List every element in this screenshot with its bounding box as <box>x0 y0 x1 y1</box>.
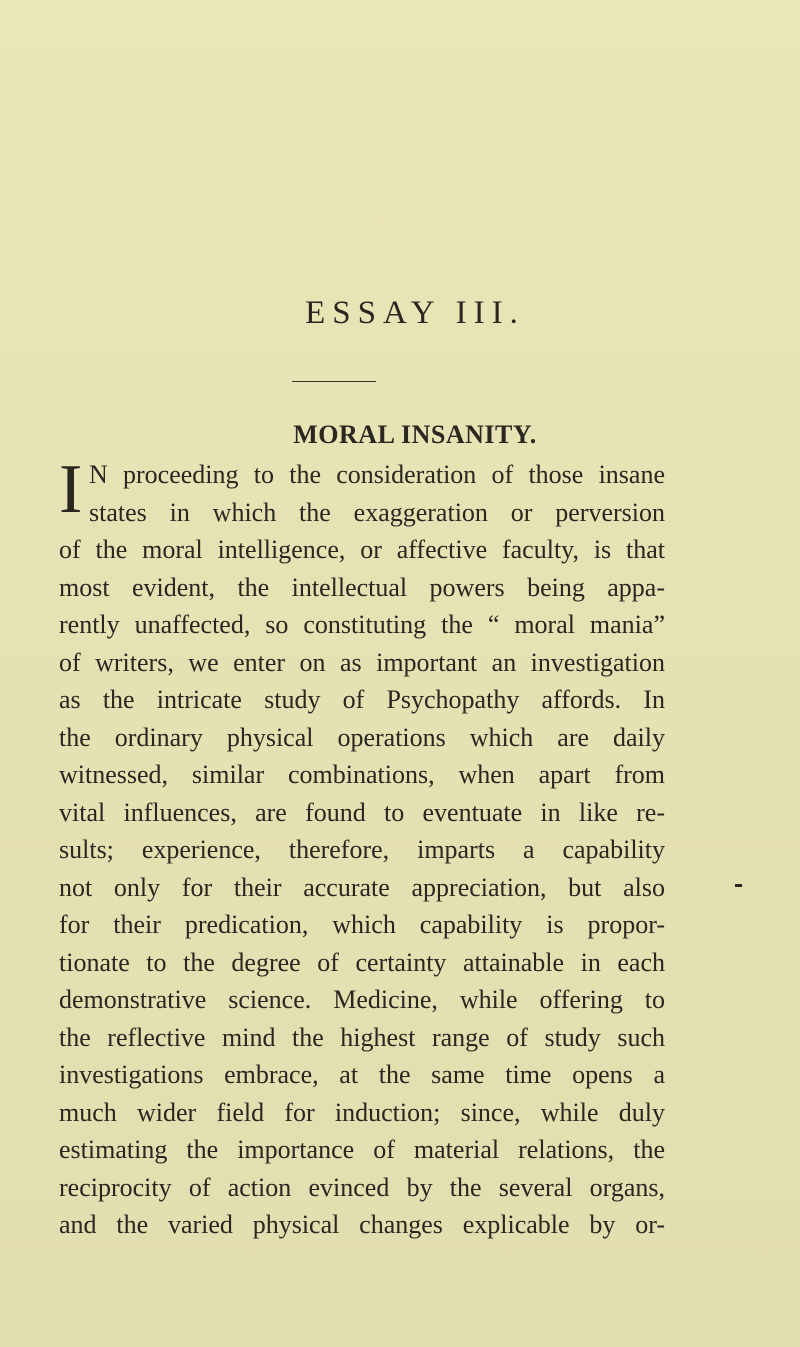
body-paragraph <box>59 451 665 1244</box>
text-line-10: vital influences, are found to eventuate in like re- <box>59 797 665 827</box>
text-line-16: the reflective mind the highest range of study such <box>59 1022 665 1052</box>
text-line-14: tionate to the degree of certainty attainable in each <box>59 947 665 977</box>
drop-cap: I <box>59 451 83 528</box>
text-line-6: of writers, we enter on as important an investigation <box>59 647 665 677</box>
text-line-12: not only for their accurate appreciation, but also <box>59 872 665 902</box>
text-line-9: witnessed, similar combinations, when apart from <box>59 760 665 789</box>
text-line-5: rently unaffected, so constituting the “ moral mania” <box>59 610 665 639</box>
text-line-2: states in which the exaggeration or perversion <box>89 497 665 527</box>
text-line-17: investigations embrace, at the same time opens a <box>59 1060 665 1089</box>
text-line-18: much wider field for induction; since, while duly <box>59 1097 665 1127</box>
margin-mark <box>735 884 742 887</box>
text-line-11: sults; experience, therefore, imparts a capability <box>59 835 665 864</box>
text-line-20: reciprocity of action evinced by the several organs, <box>59 1172 665 1202</box>
text-line-21: and the varied physical changes explicable by or- <box>59 1210 665 1239</box>
essay-heading: ESSAY III. <box>305 295 525 331</box>
text-line-1: I N proceeding to the consideration of those insane <box>59 451 665 528</box>
text-line-3: of the moral intelligence, or affective faculty, is that <box>59 535 665 564</box>
text-line-7: as the intricate study of Psychopathy affords. In <box>59 685 665 714</box>
text-line-4: most evident, the intellectual powers being appa- <box>59 572 665 602</box>
text-line-15: demonstrative science. Medicine, while offering to <box>59 985 665 1014</box>
section-title: MORAL INSANITY. <box>293 420 537 449</box>
text-line-13: for their predication, which capability is propor- <box>59 910 665 939</box>
text-line-19: estimating the importance of material relations, the <box>59 1135 665 1164</box>
heading-rule <box>292 381 376 382</box>
text-line-8: the ordinary physical operations which are daily <box>59 722 665 752</box>
